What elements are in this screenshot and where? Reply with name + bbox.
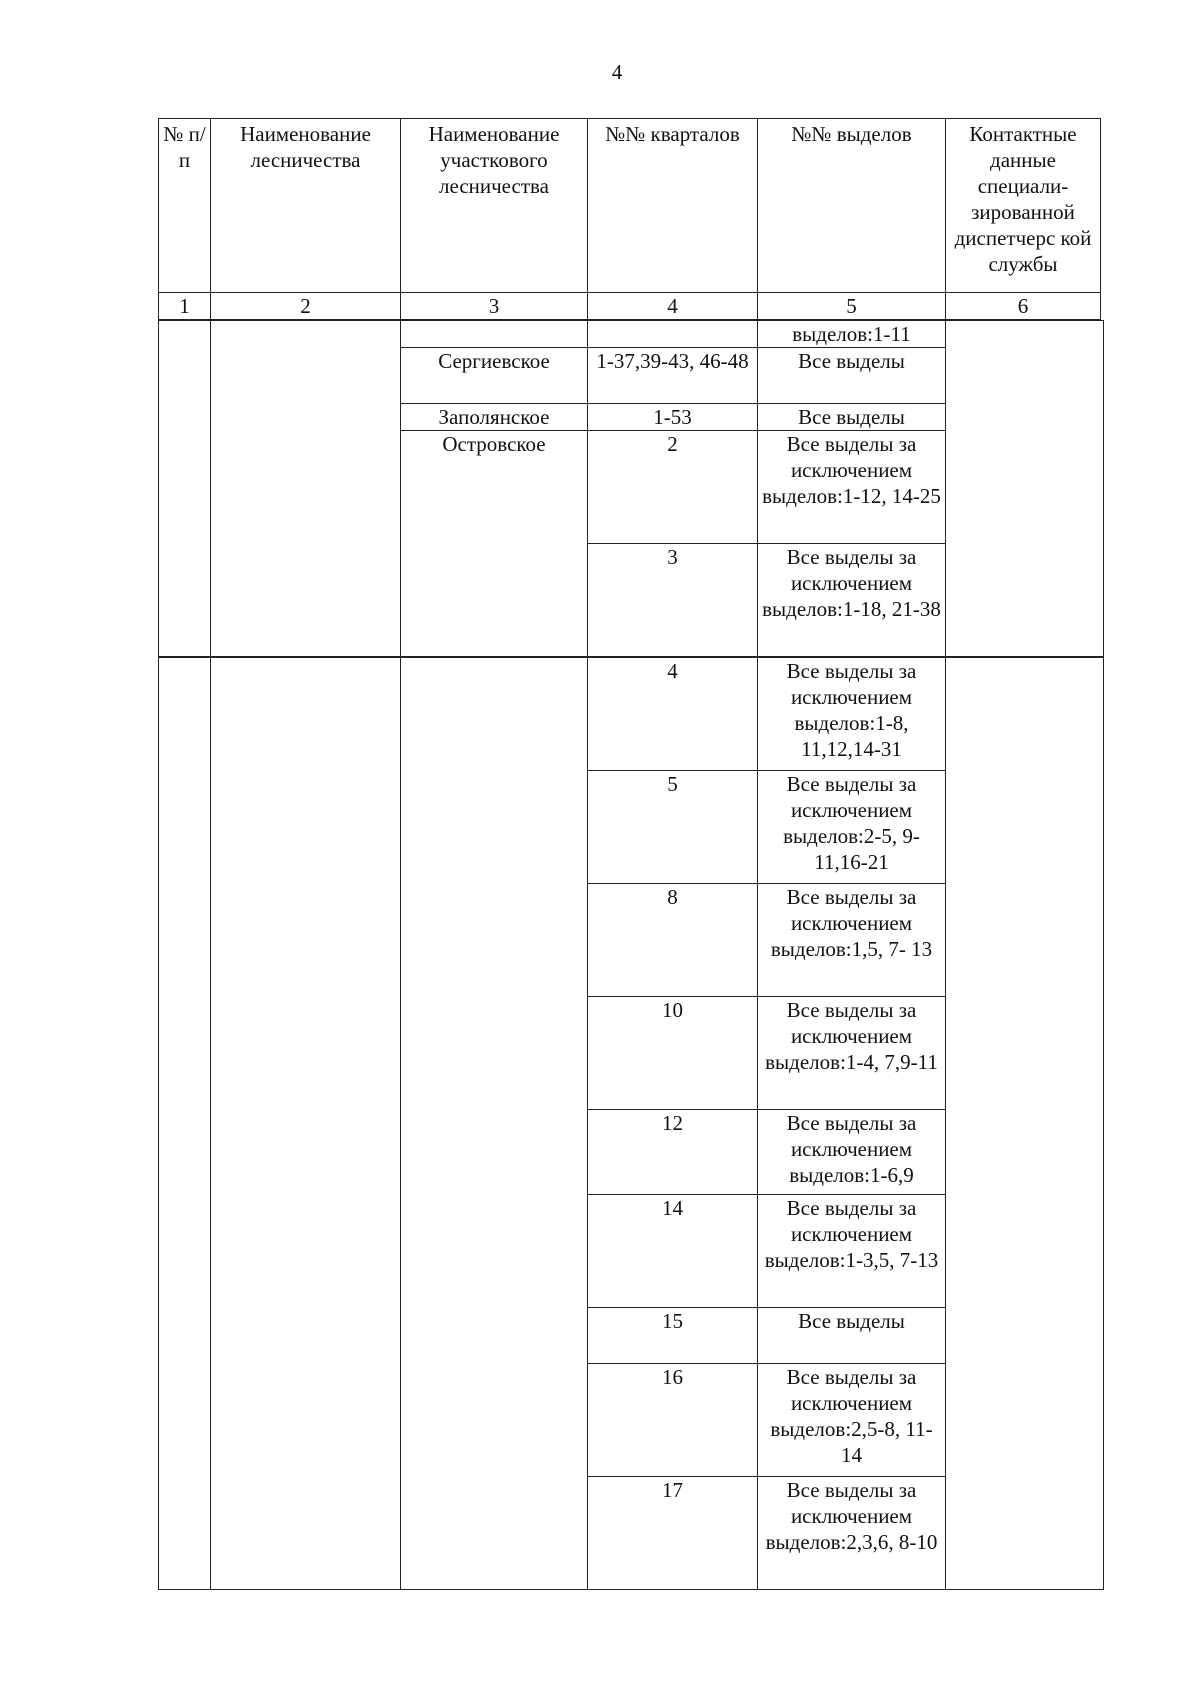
header-table <box>158 118 1101 320</box>
quarter-cell <box>588 321 758 348</box>
district-forestry-cell <box>401 658 588 1590</box>
district-forestry-cell: Заполянское <box>401 404 588 431</box>
quarter-cell: 14 <box>588 1195 758 1308</box>
table-row <box>159 658 1104 771</box>
allotment-cell: Все выделы за исключением выделов:1-6,9 <box>758 1110 946 1195</box>
row-number-cell <box>159 321 211 657</box>
allotment-cell: Все выделы <box>758 404 946 431</box>
quarter-cell: 15 <box>588 1308 758 1364</box>
quarter-cell: 17 <box>588 1477 758 1590</box>
quarter-cell: 1-53 <box>588 404 758 431</box>
allotment-cell: Все выделы за исключением выделов:2,3,6, 8-10 <box>758 1477 946 1590</box>
quarter-cell: 2 <box>588 431 758 544</box>
quarter-cell: 10 <box>588 997 758 1110</box>
quarter-cell: 3 <box>588 544 758 657</box>
column-number: 2 <box>211 293 401 320</box>
row-number-cell <box>159 658 211 1590</box>
column-number: 1 <box>159 293 211 320</box>
header-col-4: №№ кварталов <box>588 119 758 293</box>
contact-data-cell <box>946 658 1104 1590</box>
allotment-cell: Все выделы <box>758 1308 946 1364</box>
district-forestry-cell: Островское <box>401 431 588 657</box>
quarter-cell: 12 <box>588 1110 758 1195</box>
allotment-cell: Все выделы за исключением выделов:1-18, 21-38 <box>758 544 946 657</box>
body-table-2 <box>158 657 1104 1590</box>
table-row <box>159 321 1104 348</box>
allotment-cell: Все выделы за исключением выделов:1-12, 14-25 <box>758 431 946 544</box>
allotment-cell: Все выделы за исключением выделов:2,5-8, 11-14 <box>758 1364 946 1477</box>
header-row <box>159 119 1101 293</box>
quarter-cell: 4 <box>588 658 758 771</box>
quarter-cell: 8 <box>588 884 758 997</box>
column-number-row <box>159 293 1101 320</box>
column-number: 5 <box>758 293 946 320</box>
allotment-cell: Все выделы за исключением выделов:2-5, 9- 11,16-21 <box>758 771 946 884</box>
header-col-5: №№ выделов <box>758 119 946 293</box>
header-col-6: Контактные данные специали- зированной диспетчерс кой службы <box>946 119 1101 293</box>
column-number: 4 <box>588 293 758 320</box>
contact-data-cell <box>946 321 1104 657</box>
quarter-cell: 5 <box>588 771 758 884</box>
page-number: 4 <box>611 60 623 84</box>
quarter-cell: 1-37,39-43, 46-48 <box>588 348 758 404</box>
allotment-cell: выделов:1-11 <box>758 321 946 348</box>
body-table-1 <box>158 320 1104 657</box>
district-forestry-cell: Сергиевское <box>401 348 588 404</box>
quarter-cell: 16 <box>588 1364 758 1477</box>
allotment-cell: Все выделы за исключением выделов:1-8, 11,12,14-31 <box>758 658 946 771</box>
allotment-cell: Все выделы <box>758 348 946 404</box>
district-forestry-cell <box>401 321 588 348</box>
header-col-2: Наименование лесничества <box>211 119 401 293</box>
allotment-cell: Все выделы за исключением выделов:1,5, 7- 13 <box>758 884 946 997</box>
column-number: 3 <box>401 293 588 320</box>
header-col-1: № п/п <box>159 119 211 293</box>
header-col-3: Наименование участкового лесничества <box>401 119 588 293</box>
allotment-cell: Все выделы за исключением выделов:1-3,5, 7-13 <box>758 1195 946 1308</box>
allotment-cell: Все выделы за исключением выделов:1-4, 7,9-11 <box>758 997 946 1110</box>
forestry-name-cell <box>211 658 401 1590</box>
forestry-name-cell <box>211 321 401 657</box>
column-number: 6 <box>946 293 1101 320</box>
